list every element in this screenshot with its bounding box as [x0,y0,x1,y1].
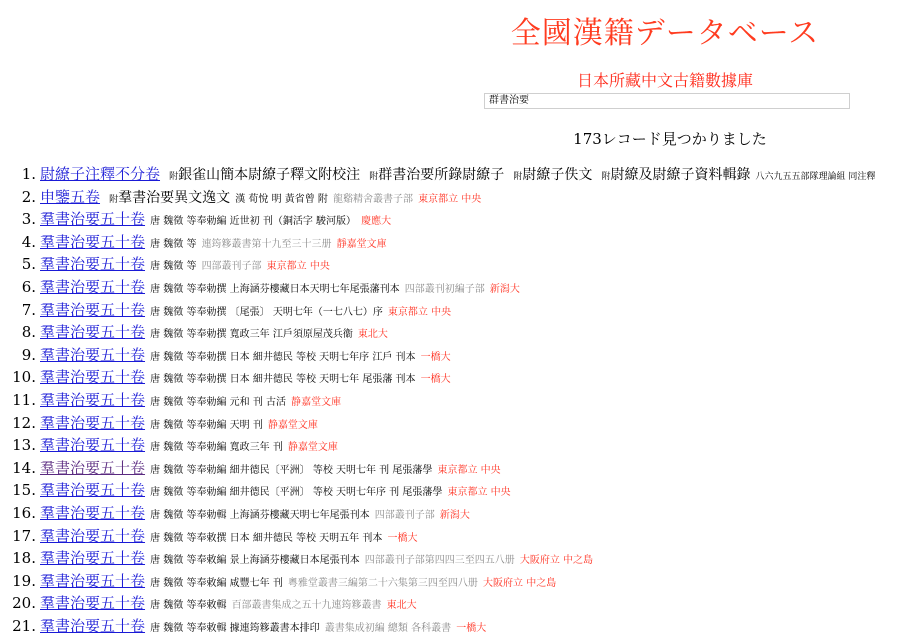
result-title-link[interactable]: 羣書治要五十卷 [40,255,146,274]
holding-library-link[interactable]: 一橋大 [420,374,451,386]
result-item [21,344,900,367]
result-title-link[interactable]: 羣書治要五十卷 [40,594,146,613]
holding-library-link[interactable]: 静嘉堂文庫 [267,419,318,431]
result-item [12,592,900,615]
result-item [21,208,900,231]
result-item [21,163,900,186]
holding-library-link[interactable]: 大阪府立 中之島 [519,555,594,567]
results-list [0,163,900,637]
result-title-link[interactable]: 羣書治要五十卷 [40,232,146,251]
result-title-link[interactable]: 羣書治要五十卷 [40,549,146,568]
result-item [12,389,900,412]
holding-library-link[interactable]: 静嘉堂文庫 [291,396,342,408]
result-title-link[interactable]: 羣書治要五十卷 [40,503,146,522]
result-number: 19. [12,571,36,590]
result-description: 唐 魏徵 等奉勅輯 上海涵芬樓藏天明七年尾張刊本 [150,509,370,521]
result-description: 唐 魏徵 等奉勅撰 〔尾張〕 天明七年（一七八七）序 [150,306,383,318]
holding-library-link[interactable]: 一橋大 [456,622,487,634]
holding-library-link[interactable]: 東京都立 中央 [266,261,330,273]
result-title-link[interactable]: 羣書治要五十卷 [40,481,146,500]
result-description: 唐 魏徵 等奉勅編 細井德民〔平洲〕 等校 天明七年 刊 尾張藩學 [150,464,433,476]
result-number: 13. [12,436,36,455]
holding-library-link[interactable]: 慶應大 [361,216,392,228]
result-number: 2. [21,187,36,206]
result-title-link[interactable]: 羣書治要五十卷 [40,436,146,455]
result-title-link[interactable]: 尉繚子注釋不分卷 [40,165,161,183]
result-item [12,457,900,480]
appended-title: 群書治要所錄尉繚子 [378,167,505,183]
appendix-marker: 附 [109,194,119,205]
result-description: 漢 荀悅 明 黃省曾 附 [235,193,328,205]
holding-library-link[interactable]: 東京都立 中央 [418,193,482,205]
result-number: 3. [21,210,36,229]
holding-library-link[interactable]: 一橋大 [420,351,451,363]
result-title-link[interactable]: 羣書治要五十卷 [40,345,146,364]
result-title-link[interactable]: 羣書治要五十卷 [40,277,146,296]
result-count: 173レコード見つかりました [573,130,767,148]
holding-library-link[interactable]: 新潟大 [439,509,470,521]
result-number: 12. [12,413,36,432]
result-description: 唐 魏徵 等 [150,261,197,273]
result-item [12,479,900,502]
result-number: 17. [12,526,36,545]
result-number: 11. [12,390,36,409]
result-item [12,434,900,457]
result-description: 八六九五五部隊理論組 同注釋 [755,172,876,182]
holding-library-link[interactable]: 一橋大 [387,532,418,544]
appendix-marker: 附 [513,172,523,182]
result-number: 14. [12,458,36,477]
result-item [12,570,900,593]
result-number: 18. [12,549,36,568]
result-number: 9. [21,345,36,364]
result-series: 百部叢書集成之五十九連筠簃叢書 [231,600,382,612]
result-title-link[interactable]: 羣書治要五十卷 [40,616,146,635]
site-title: 全國漢籍データベース [510,16,820,51]
appended-title: 尉繚子佚文 [522,167,593,183]
result-description: 唐 魏徵 等奉敕編 咸豐七年 刊 [150,577,283,589]
holding-library-link[interactable]: 大阪府立 中之島 [483,577,557,589]
result-item [21,321,900,344]
result-series: 粵雅堂叢書三編第二十六集第三四至四八册 [287,577,478,589]
result-series: 龍谿精舍叢書子部 [333,193,414,205]
holding-library-link[interactable]: 東京都立 中央 [447,487,511,499]
result-series: 四部叢刊初編子部 [404,283,485,295]
result-series: 四部叢刊子部第四四三至四五八册 [364,555,515,567]
result-title-link[interactable]: 羣書治要五十卷 [40,210,146,229]
appended-title: 羣書治要異文逸文 [118,189,231,206]
result-number: 15. [12,481,36,500]
holding-library-link[interactable]: 静嘉堂文庫 [287,442,338,454]
result-item [21,231,900,254]
result-item [12,525,900,548]
appendix-marker: 附 [369,172,379,182]
appendix-marker: 附 [169,172,179,182]
result-number: 5. [21,255,36,274]
search-input[interactable]: 群書治要 [484,93,850,109]
result-item [12,412,900,435]
result-number: 7. [21,300,36,319]
holding-library-link[interactable]: 靜嘉堂文庫 [336,238,387,250]
result-series: 四部叢刊子部 [374,509,435,521]
appended-title: 尉繚及尉繚子資料輯錄 [610,167,751,183]
result-item [21,253,900,276]
result-description: 唐 魏徵 等奉勅編 寬政三年 刊 [150,442,283,454]
result-description: 唐 魏徵 等 [150,238,197,250]
result-item [12,502,900,525]
result-description: 唐 魏徵 等奉敕撰 日本 細井德民 等校 天明五年 刊本 [150,532,383,544]
result-series: 連筠簃叢書第十九至三十三册 [201,238,332,250]
appendix-marker: 附 [601,172,611,182]
holding-library-link[interactable]: 東京都立 中央 [387,306,452,318]
result-title-link[interactable]: 羣書治要五十卷 [40,300,146,319]
result-title-link[interactable]: 羣書治要五十卷 [40,390,146,409]
holding-library-link[interactable]: 東北大 [357,329,388,341]
result-description: 唐 魏徵 等奉敕輯 據連筠簃叢書本排印 [150,622,320,634]
result-description: 唐 魏徵 等奉勅編 近世初 刊（銅活字 駿河版） [150,216,357,228]
result-number: 8. [21,323,36,342]
result-title-link[interactable]: 羣書治要五十卷 [40,571,146,590]
result-description: 唐 魏徵 等奉勅撰 上海涵芬樓藏日本天明七年尾張藩刊本 [150,283,400,295]
result-series: 叢書集成初編 總類 各科叢書 [324,622,452,634]
result-title-link[interactable]: 羣書治要五十卷 [40,413,146,432]
result-description: 唐 魏徵 等奉敕輯 [150,600,227,612]
result-title-link[interactable]: 申鑒五卷 [40,187,101,206]
result-item [21,186,900,209]
result-number: 16. [12,503,36,522]
holding-library-link[interactable]: 新潟大 [489,283,520,295]
result-title-link[interactable]: 羣書治要五十卷 [40,526,146,545]
database-subtitle: 日本所藏中文古籍數據庫 [576,71,753,90]
result-number: 21. [12,616,36,635]
holding-library-link[interactable]: 東北大 [386,600,417,612]
result-title-link[interactable]: 羣書治要五十卷 [40,323,146,342]
result-description: 唐 魏徵 等奉勅編 細井德民〔平洲〕 等校 天明七年序 刊 尾張藩學 [150,487,443,499]
appended-title: 銀雀山簡本尉繚子釋文附校注 [178,167,361,183]
result-item [21,299,900,322]
result-series: 四部叢刊子部 [201,261,262,273]
result-item [12,547,900,570]
result-number: 4. [21,232,36,251]
result-item [12,615,900,638]
result-number: 6. [21,277,36,296]
result-title-link[interactable]: 羣書治要五十卷 [40,458,146,477]
result-title-link[interactable]: 羣書治要五十卷 [40,368,146,387]
result-description: 唐 魏徵 等奉勅撰 日本 細井德民 等校 天明七年 尾張藩 刊本 [150,374,416,386]
result-number: 20. [12,594,36,613]
result-number: 1. [21,165,36,183]
result-item [21,276,900,299]
holding-library-link[interactable]: 東京都立 中央 [437,464,501,476]
result-description: 唐 魏徵 等奉勅編 元和 刊 古活 [150,396,287,408]
result-description: 唐 魏徵 等奉敕編 景上海涵芬樓藏日本尾張刊本 [150,555,360,567]
result-description: 唐 魏徵 等奉勅撰 日本 細井德民 等校 天明七年序 江戶 刊本 [150,351,416,363]
result-number: 10. [12,368,36,387]
result-description: 唐 魏徵 等奉勅編 天明 刊 [150,419,263,431]
result-description: 唐 魏徵 等奉勅撰 寬政三年 江戶須原屋茂兵衞 [150,329,353,341]
result-item [12,366,900,389]
